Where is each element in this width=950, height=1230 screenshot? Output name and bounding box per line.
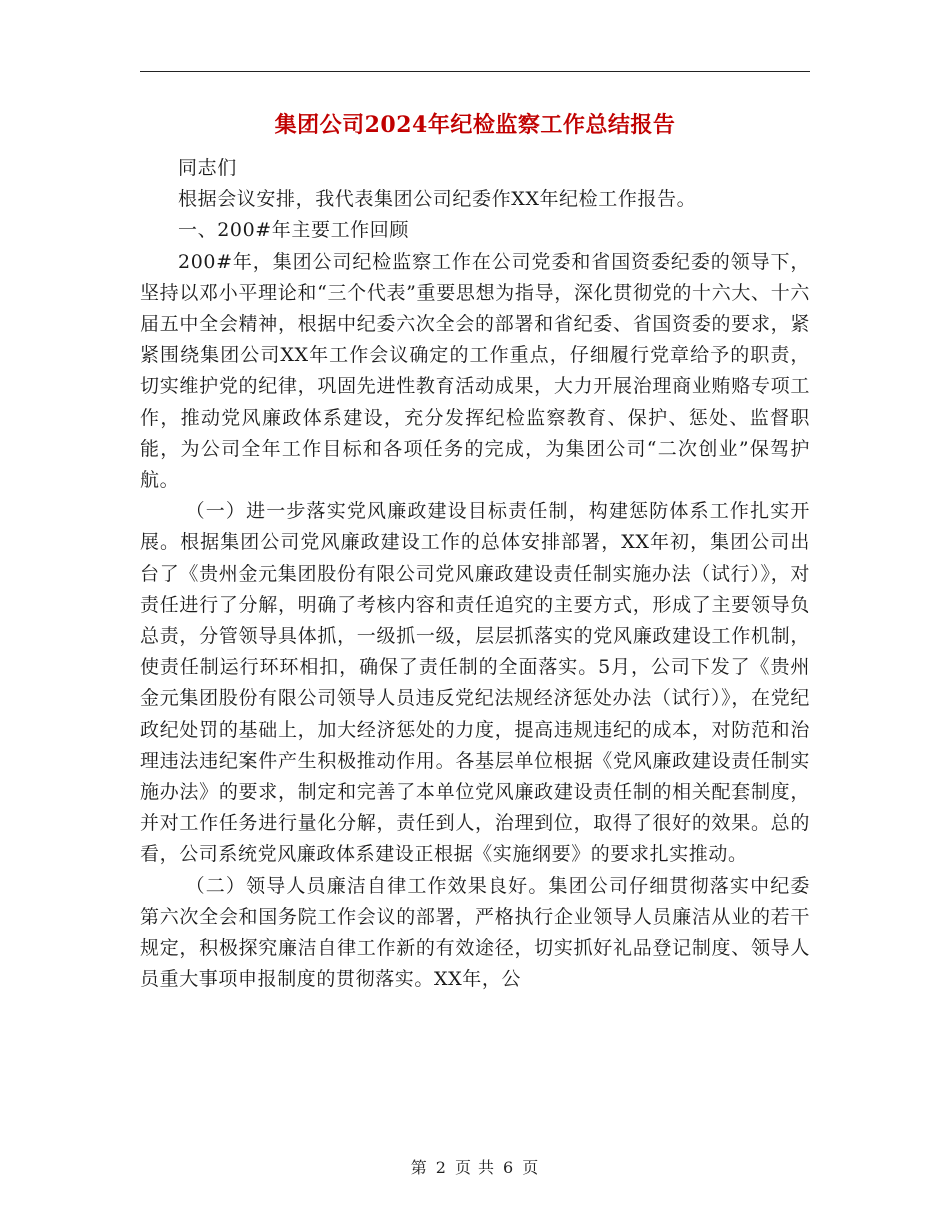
document-title: 集团公司2024年纪检监察工作总结报告 — [274, 112, 676, 138]
subsection-1-paragraph: （一）进一步落实党风廉政建设目标责任制，构建惩防体系工作扎实开展。根据集团公司党风廉政建设工作的总体安排部署，XX年初，集团公司出台了《贵州金元集团股份有限公司党风廉政建设责任制实施办法（试行）》，对责任进行了分解，明确了考核内容和责任追究的主要方式，形成了主要领导负总责，分管领导具体抓，一级抓一级，层层抓落实的党风廉政建设工作机制，使责任制运行环环相扣，确保了责任制的全面落实。5月，公司下发了《贵州金元集团股份有限公司领导人员违反党纪法规经济惩处办法（试行）》，在党纪政纪处罚的基础上，加大经济惩处的力度，提高违规违纪的成本，对防范和治理违法违纪案件产生积极推动作用。各基层单位根据《党风廉政建设责任制实施办法》的要求，制定和完善了本单位党风廉政建设责任制的相关配套制度，并对工作任务进行量化分解，责任到人，治理到位，取得了很好的效果。总的看，公司系统党风廉政体系建设正根据《实施纲要》的要求扎实推动。 — [140, 500, 810, 866]
subsection-2-paragraph: （二）领导人员廉洁自律工作效果良好。集团公司仔细贯彻落实中纪委第六次全会和国务院工作会议的部署，严格执行企业领导人员廉洁从业的若干规定，积极探究廉洁自律工作新的有效途径，切实抓好礼品登记制度、领导人员重大事项申报制度的贯彻落实。XX年，公 — [140, 874, 810, 991]
header-rule — [140, 71, 810, 72]
footer-prefix: 第 — [410, 1158, 428, 1177]
page-footer — [140, 1155, 810, 1178]
review-paragraph: 200#年，集团公司纪检监察工作在公司党委和省国资委纪委的领导下，坚持以邓小平理论和“三个代表”重要思想为指导，深化贯彻党的十六大、十六届五中全会精神，根据中纪委六次全会的部署和省纪委、省国资委的要求，紧紧围绕集团公司XX年工作会议确定的工作重点，仔细履行党章给予的职责，切实维护党的纪律，巩固先进性教育活动成果，大力开展治理商业贿赂专项工作，推动党风廉政体系建设，充分发挥纪检监察教育、保护、惩处、监督职能，为公司全年工作目标和各项任务的完成，为集团公司“二次创业”保驾护航。 — [140, 250, 810, 492]
section-heading: 一、200#年主要工作回顾 — [178, 219, 409, 242]
salutation-paragraph: 同志们 — [178, 157, 237, 179]
document-body — [140, 153, 810, 995]
intro-paragraph: 根据会议安排，我代表集团公司纪委作XX年纪检工作报告。 — [178, 188, 697, 211]
footer-suffix: 页 — [522, 1158, 540, 1177]
footer-middle: 页 共 — [454, 1158, 496, 1177]
footer-current-page: 2 — [435, 1158, 447, 1177]
footer-total-pages: 6 — [503, 1158, 515, 1177]
